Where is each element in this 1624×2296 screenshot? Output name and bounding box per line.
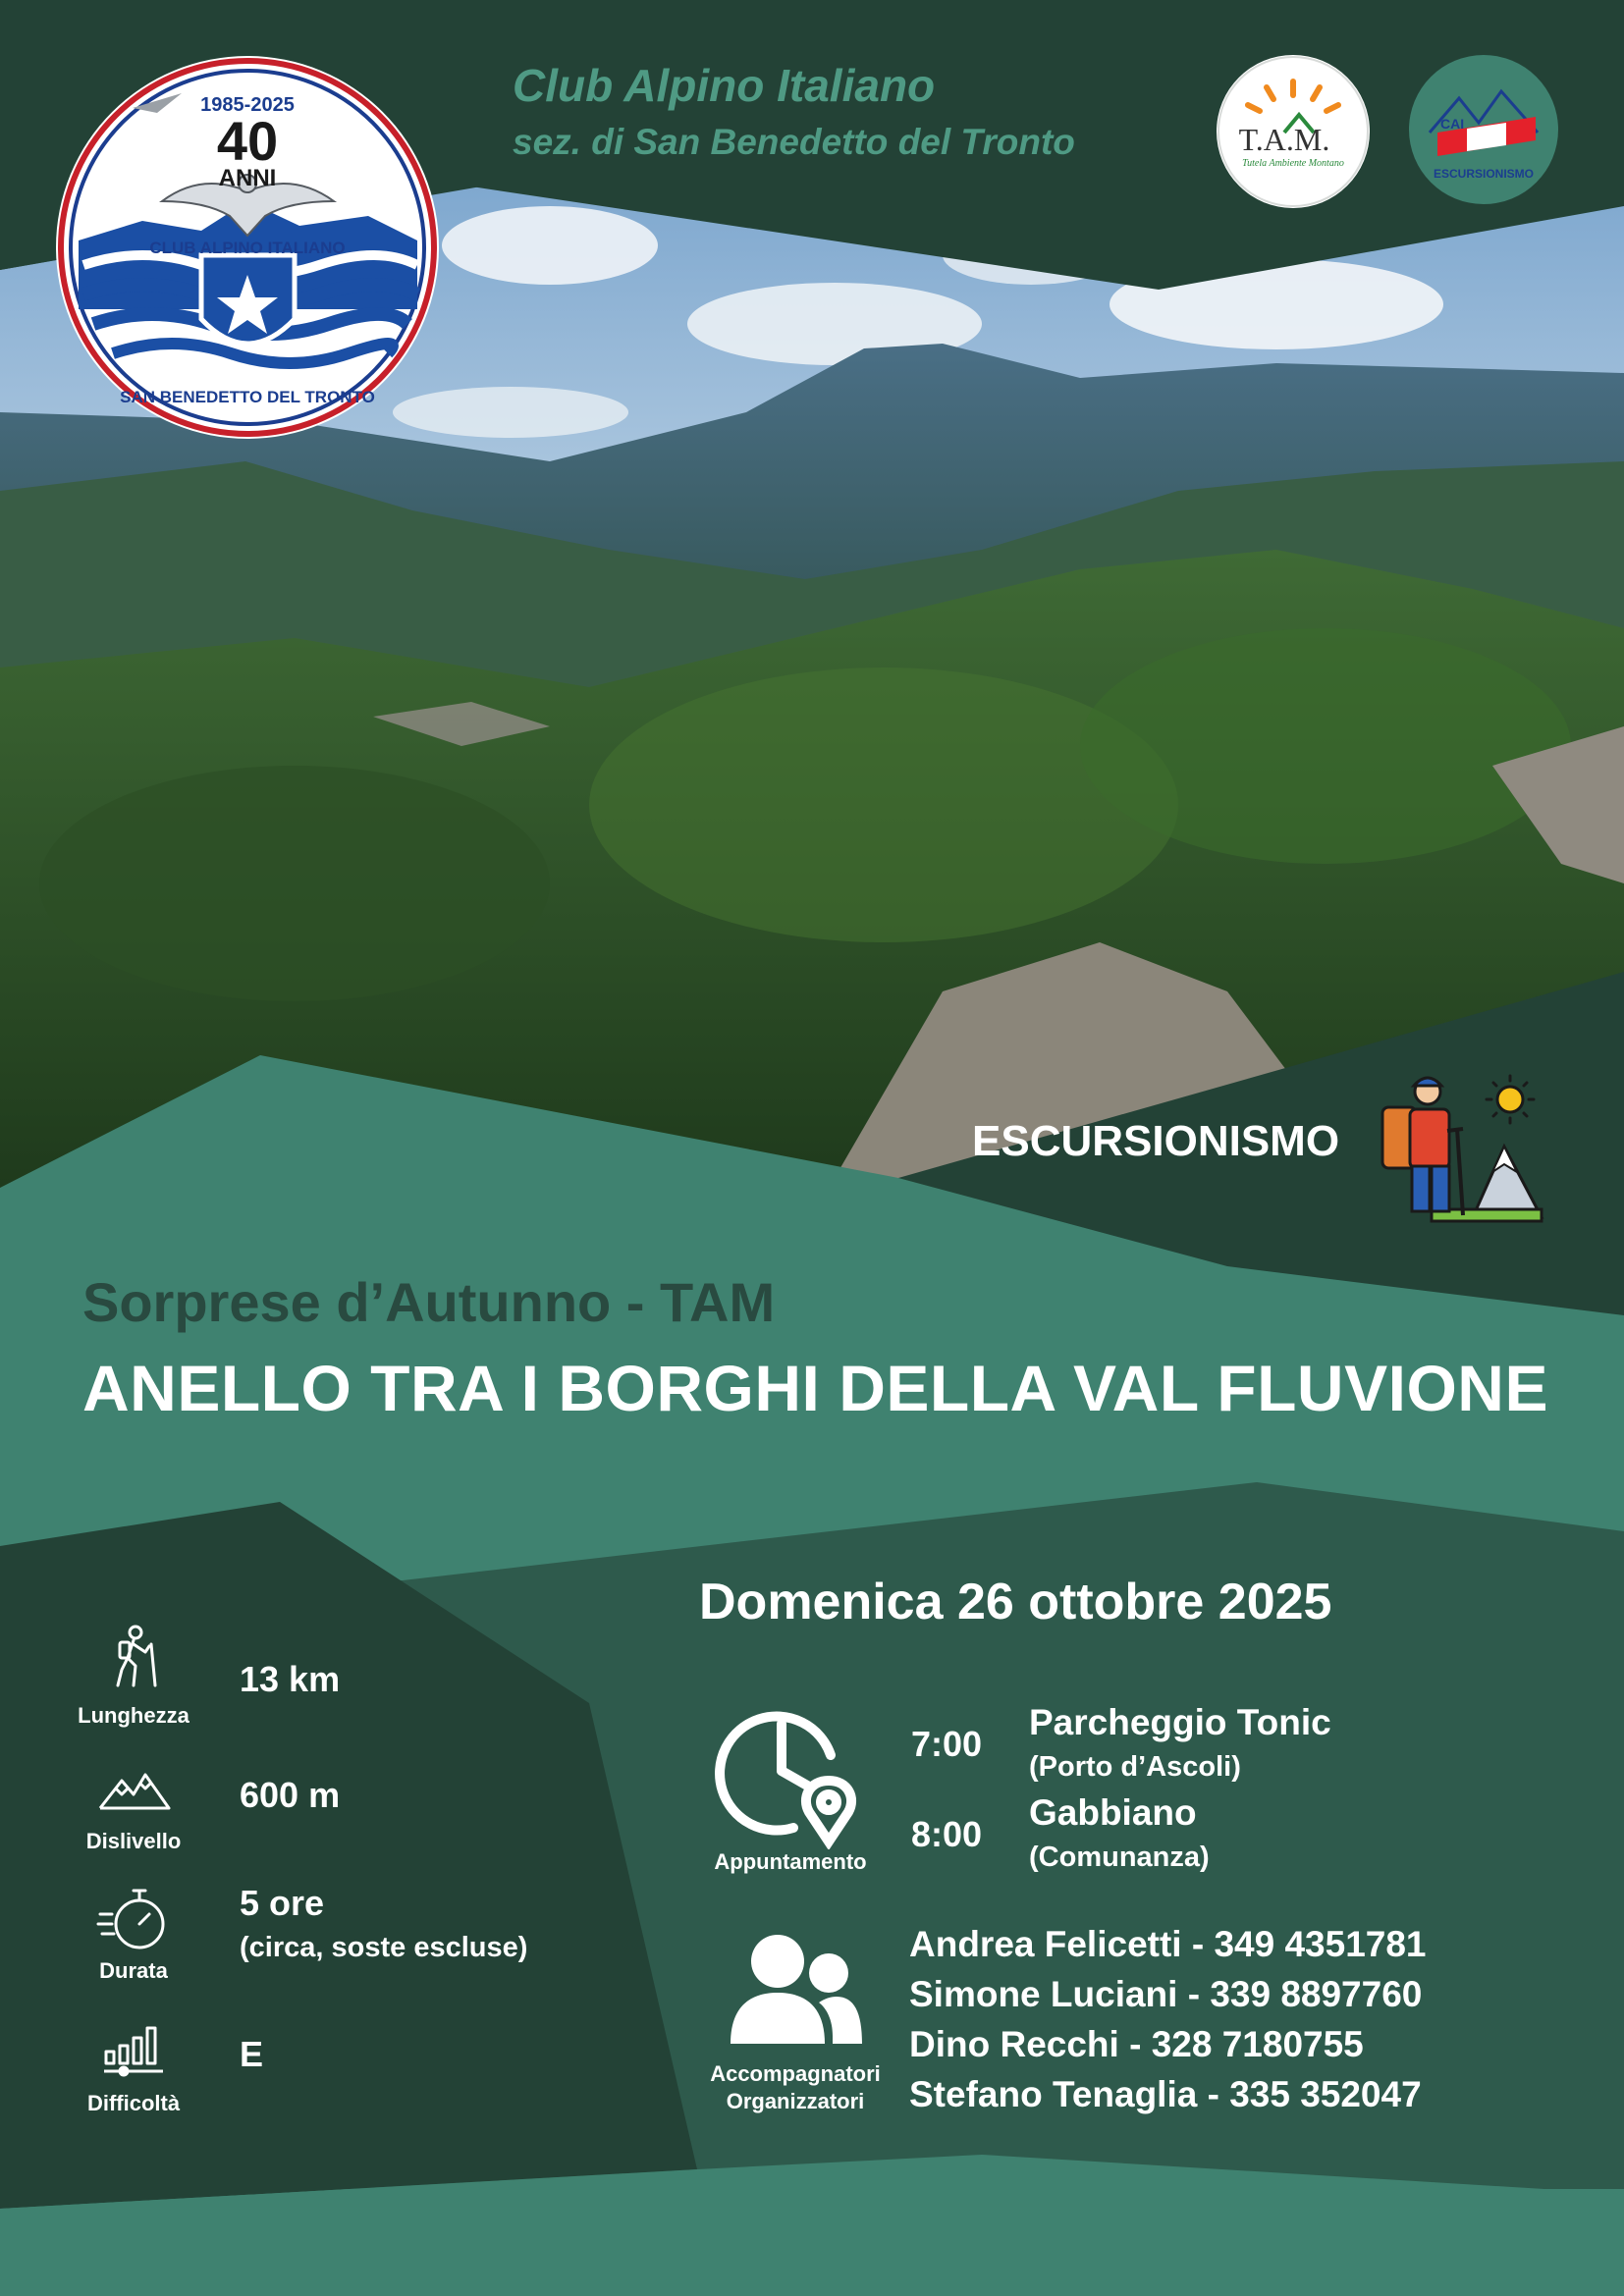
event-title: ANELLO TRA I BORGHI DELLA VAL FLUVIONE xyxy=(82,1352,1548,1424)
activity-tag: ESCURSIONISMO xyxy=(972,1117,1340,1165)
guides-label-line1: Accompagnatori xyxy=(710,2061,881,2086)
section-name: sez. di San Benedetto del Tronto xyxy=(513,122,1075,162)
tam-logo xyxy=(1216,54,1371,209)
stat-note-duration: (circa, soste escluse) xyxy=(240,1932,528,1963)
mountain-icon xyxy=(98,1769,171,1812)
hiker-icon xyxy=(106,1625,165,1687)
stat-label-length: Lunghezza xyxy=(78,1703,189,1728)
group-icon xyxy=(727,1934,864,2048)
logo-ring-text: CLUB ALPINO ITALIANO xyxy=(149,239,346,257)
stat-value-length: 13 km xyxy=(240,1659,341,1699)
organization-name: Club Alpino Italiano xyxy=(513,60,936,111)
guide-contact-3: Dino Recchi - 328 7180755 xyxy=(909,2024,1364,2064)
tam-logo-subtitle: Tutela Ambiente Montano xyxy=(1242,158,1344,169)
meeting-time-2: 8:00 xyxy=(911,1814,983,1854)
meeting-detail-2: (Comunanza) xyxy=(1029,1842,1210,1873)
clock-location-icon xyxy=(715,1696,868,1849)
cai-logo-text: ESCURSIONISMO xyxy=(1433,167,1535,181)
guide-contact-1: Andrea Felicetti - 349 4351781 xyxy=(909,1924,1427,1964)
logo-word: ANNI xyxy=(218,165,277,191)
cai-logo-mark: CAI xyxy=(1440,116,1465,132)
logo-number: 40 xyxy=(216,110,279,172)
stat-value-difficulty: E xyxy=(240,2034,264,2074)
difficulty-icon xyxy=(102,2022,167,2079)
logo-bottom-text: SAN BENEDETTO DEL TRONTO xyxy=(120,388,375,406)
meeting-time-1: 7:00 xyxy=(911,1724,983,1764)
hiker-illustration-icon xyxy=(1375,1070,1546,1237)
stat-label-elevation: Dislivello xyxy=(85,1829,182,1853)
stat-label-difficulty: Difficoltà xyxy=(86,2091,181,2115)
logo-years: 1985-2025 xyxy=(200,94,295,116)
event-date: Domenica 26 ottobre 2025 xyxy=(699,1574,1332,1630)
meeting-label: Appuntamento xyxy=(714,1849,867,1874)
event-subtitle: Sorprese d’Autunno - TAM xyxy=(82,1271,776,1333)
tam-logo-text: T.A.M. xyxy=(1238,122,1330,157)
guide-contact-2: Simone Luciani - 339 8897760 xyxy=(909,1974,1423,2014)
stopwatch-icon xyxy=(96,1885,173,1953)
anniversary-logo xyxy=(54,54,442,442)
guides-label-line2: Organizzatori xyxy=(726,2089,865,2113)
stat-value-elevation: 600 m xyxy=(240,1775,341,1815)
meeting-detail-1: (Porto d’Ascoli) xyxy=(1029,1751,1241,1783)
cai-escursionismo-logo xyxy=(1408,54,1559,205)
stat-value-duration: 5 ore xyxy=(240,1883,325,1923)
meeting-place-1: Parcheggio Tonic xyxy=(1029,1702,1331,1742)
meeting-place-2: Gabbiano xyxy=(1029,1792,1197,1833)
stat-label-duration: Durata xyxy=(99,1958,168,1983)
guide-contact-4: Stefano Tenaglia - 335 352047 xyxy=(909,2074,1422,2114)
